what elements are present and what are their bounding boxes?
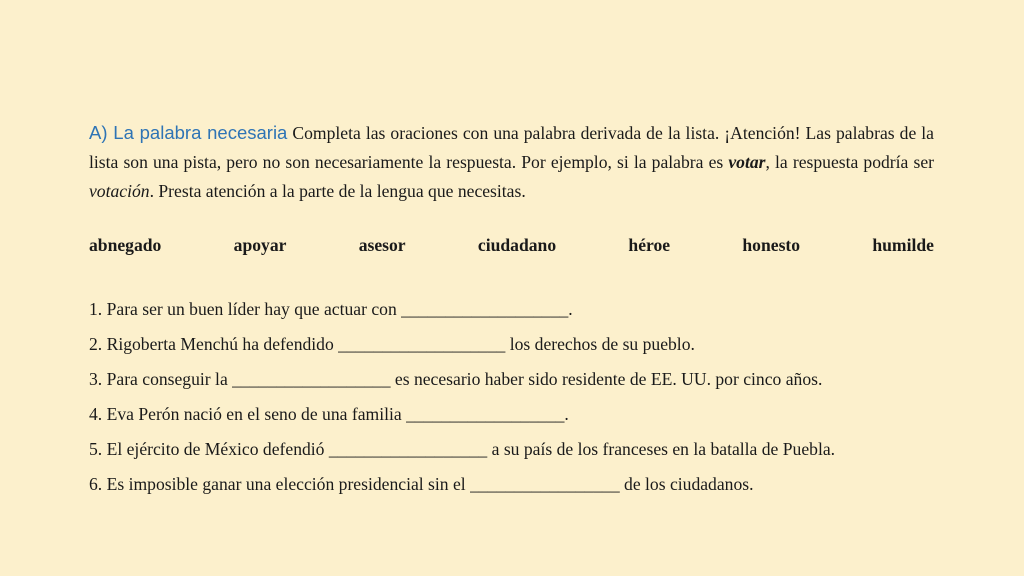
question-3: 3. Para conseguir la __________________ es necesario haber sido residente de EE. UU. por cinco años. xyxy=(89,369,823,389)
question-2: 2. Rigoberta Menchú ha defendido ___________________ los derechos de su pueblo. xyxy=(89,334,695,354)
exercise-heading: A) La palabra necesaria xyxy=(89,122,288,143)
example-answer: votación xyxy=(89,181,150,201)
example-word: votar xyxy=(728,152,766,172)
word-asesor: asesor xyxy=(358,235,406,255)
instructions-text-2: , la respuesta podría ser xyxy=(765,152,934,172)
question-6: 6. Es imposible ganar una elección presidencial sin el _________________ de los ciudadanos. xyxy=(89,474,754,494)
word-ciudadano: ciudadano xyxy=(477,235,557,255)
exercise-slide xyxy=(89,118,934,502)
word-heroe: héroe xyxy=(628,235,671,255)
instructions-text-1: Completa las oraciones con una palabra derivada de la lista. ¡Atención! Las palabras de la lista son una pista, pero no son necesariamente la respuesta. Por ejemplo, si la palabra es xyxy=(89,123,934,172)
question-4: 4. Eva Perón nació en el seno de una familia __________________. xyxy=(89,404,569,424)
word-list xyxy=(89,232,934,258)
word-abnegado: abnegado xyxy=(89,235,162,255)
word-apoyar: apoyar xyxy=(233,235,287,255)
word-honesto: honesto xyxy=(742,235,801,255)
question-5: 5. El ejército de México defendió __________________ a su país de los franceses en la batalla de Puebla. xyxy=(89,439,836,459)
question-1: 1. Para ser un buen líder hay que actuar con ___________________. xyxy=(89,299,573,319)
question-list xyxy=(89,292,934,502)
instructions-paragraph xyxy=(89,118,934,206)
word-humilde: humilde xyxy=(872,235,934,255)
instructions-text-3: . Presta atención a la parte de la lengua que necesitas. xyxy=(149,181,526,201)
